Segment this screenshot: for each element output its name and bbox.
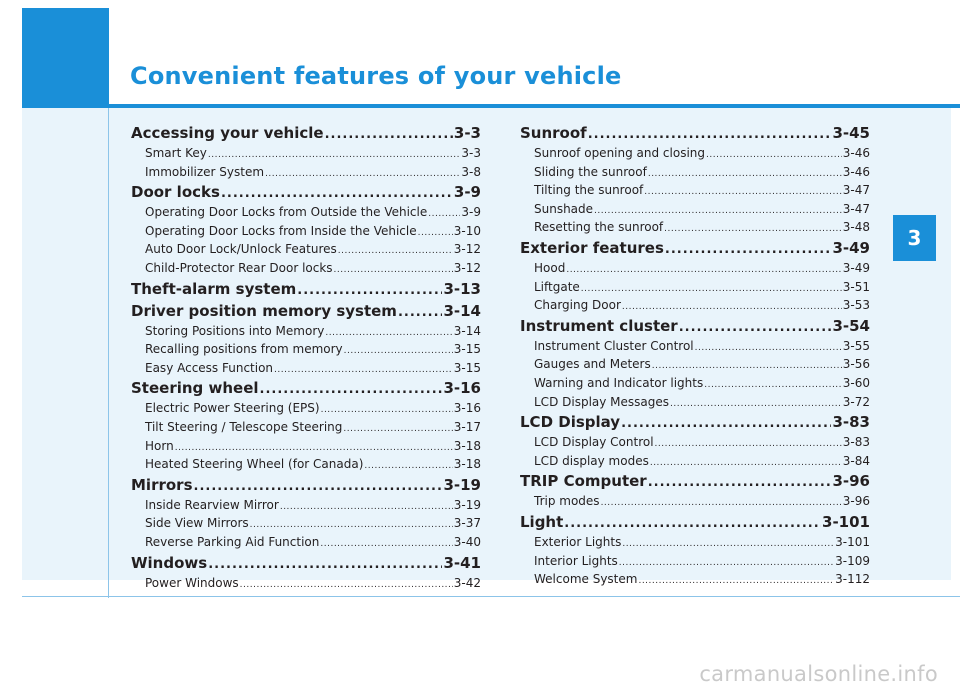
toc-subsection-label: Recalling positions from memory [145,342,343,357]
toc-section-entry[interactable] [520,123,870,145]
toc-leader-dots [260,378,443,400]
toc-section-label: Driver position memory system [131,301,397,320]
toc-subsection-label: Operating Door Locks from Inside the Vehicle [145,223,417,238]
toc-page-number: 3-10 [453,223,481,238]
toc-section-label: Theft-alarm system [131,279,297,298]
header-color-block [22,8,109,108]
toc-subsection-label: Electric Power Steering (EPS) [145,401,320,416]
toc-subsection-label: Sunshade [534,201,594,216]
toc-page-number: 3-60 [842,375,870,390]
toc-leader-dots [695,338,842,357]
toc-leader-dots [622,297,842,316]
toc-leader-dots [320,534,452,553]
toc-leader-dots [194,475,443,497]
toc-page-number: 3-40 [453,534,481,549]
toc-leader-dots [398,301,443,323]
toc-subsection-entry[interactable] [520,493,870,512]
toc-page-number: 3-45 [832,124,870,142]
toc-subsection-entry[interactable] [520,182,870,201]
toc-leader-dots [175,438,453,457]
toc-leader-dots [706,145,842,164]
toc-subsection-entry[interactable] [131,575,481,594]
toc-page-number: 3-19 [443,475,481,494]
toc-subsection-label: LCD Display Messages [534,394,670,409]
toc-subsection-label: Charging Door [534,298,621,313]
toc-page-number: 3-9 [453,183,481,202]
toc-subsection-entry[interactable] [131,534,481,553]
toc-section-entry[interactable] [131,475,481,497]
toc-leader-dots [652,356,842,375]
toc-page-number: 3-72 [842,394,870,409]
toc-subsection-entry[interactable] [520,553,870,572]
toc-page-number: 3-41 [443,553,481,572]
toc-section-entry[interactable] [520,512,870,534]
toc-section-entry[interactable] [131,279,481,301]
toc-subsection-entry[interactable] [520,260,870,279]
toc-subsection-label: Heated Steering Wheel (for Canada) [145,457,364,472]
toc-leader-dots [566,260,841,279]
toc-subsection-entry[interactable] [520,201,870,220]
toc-page-number: 3-109 [835,553,870,568]
toc-subsection-entry[interactable] [520,145,870,164]
toc-subsection-label: Gauges and Meters [534,357,651,372]
toc-section-label: Steering wheel [131,379,259,398]
toc-leader-dots [665,238,832,260]
toc-subsection-entry[interactable] [131,260,481,279]
toc-subsection-label: Operating Door Locks from Outside the Vehicle [145,205,428,220]
toc-subsection-entry[interactable] [520,279,870,298]
toc-subsection-entry[interactable] [520,375,870,394]
toc-page-number: 3-42 [453,575,481,590]
toc-section-label: Accessing your vehicle [131,124,324,142]
toc-leader-dots [655,434,842,453]
toc-page-number: 3-96 [842,494,870,509]
toc-page-number: 3-46 [842,164,870,179]
toc-leader-dots [344,341,453,360]
toc-subsection-entry[interactable] [520,394,870,413]
toc-subsection-label: Interior Lights [534,553,618,568]
toc-section-label: TRIP Computer [520,472,647,491]
toc-leader-dots [704,375,842,394]
toc-leader-dots [364,456,452,475]
toc-section-entry[interactable] [520,238,870,260]
toc-subsection-label: Reverse Parking Aid Function [145,534,320,549]
toc-leader-dots [334,260,453,279]
toc-page-number: 3-51 [842,279,870,294]
toc-subsection-entry[interactable] [131,204,481,223]
toc-leader-dots [321,400,453,419]
margin-rule [108,108,109,598]
toc-leader-dots [325,123,453,145]
toc-section-label: Door locks [131,183,220,202]
toc-leader-dots [265,164,460,183]
toc-page-number: 3-16 [443,379,481,398]
toc-section-entry[interactable] [131,553,481,575]
toc-subsection-label: Exterior Lights [534,534,622,549]
toc-page-number: 3-47 [842,183,870,198]
watermark: carmanualsonline.info [699,662,938,686]
toc-subsection-entry[interactable] [520,356,870,375]
toc-page-number: 3-101 [822,512,870,531]
toc-subsection-label: Liftgate [534,279,580,294]
chapter-tab[interactable]: 3 [893,215,936,261]
footer-rule [22,596,960,597]
toc-page-number: 3-49 [832,238,870,257]
toc-subsection-entry[interactable] [131,400,481,419]
toc-subsection-label: Smart Key [145,146,207,160]
toc-subsection-entry[interactable] [131,241,481,260]
toc-page-number: 3-3 [453,124,481,142]
toc-leader-dots [250,515,453,534]
toc-subsection-entry[interactable] [131,164,481,183]
toc-leader-dots [240,575,453,594]
toc-leader-dots [221,182,453,204]
toc-leader-dots [208,553,442,575]
toc-leader-dots [648,471,832,493]
toc-leader-dots [581,279,842,298]
toc-column-left [131,123,481,593]
toc-subsection-entry[interactable] [520,297,870,316]
toc-page-number: 3-48 [842,220,870,235]
toc-leader-dots [622,534,834,553]
toc-page-number: 3-37 [453,516,481,531]
toc-page-number: 3-3 [461,146,481,160]
toc-subsection-entry[interactable] [131,438,481,457]
toc-subsection-label: Inside Rearview Mirror [145,497,279,512]
toc-page-number: 3-83 [842,435,870,450]
toc-page-number: 3-18 [453,457,481,472]
toc-subsection-entry[interactable] [131,419,481,438]
toc-leader-dots [644,182,842,201]
toc-page-number: 3-12 [453,260,481,275]
toc-leader-dots [650,453,842,472]
toc-page-number: 3-15 [453,360,481,375]
toc-leader-dots [297,279,442,301]
toc-subsection-entry[interactable] [520,164,870,183]
toc-subsection-entry[interactable] [131,341,481,360]
toc-subsection-entry[interactable] [520,434,870,453]
toc-section-entry[interactable] [131,378,481,400]
toc-page-number: 3-54 [832,316,870,335]
toc-section-label: Exterior features [520,238,664,257]
toc-page-number: 3-55 [842,338,870,353]
toc-page-number: 3-15 [453,342,481,357]
toc-section-entry[interactable] [131,182,481,204]
toc-leader-dots [343,419,452,438]
toc-subsection-label: Power Windows [145,575,239,590]
toc-subsection-label: Warning and Indicator lights [534,375,704,390]
toc-subsection-label: Sliding the sunroof [534,164,647,179]
toc-page-number: 3-101 [835,534,870,549]
toc-subsection-entry[interactable] [131,145,481,164]
toc-subsection-entry[interactable] [520,219,870,238]
toc-page-number: 3-96 [832,472,870,491]
toc-section-label: Light [520,512,564,531]
toc-page-number: 3-53 [842,298,870,313]
toc-subsection-label: Auto Door Lock/Unlock Features [145,242,337,257]
toc-leader-dots [280,497,453,516]
toc-section-label: Mirrors [131,475,193,494]
toc-leader-dots [679,316,832,338]
toc-page-number: 3-14 [443,301,481,320]
toc-page-number: 3-16 [453,401,481,416]
toc-page-number: 3-9 [461,205,481,220]
toc-subsection-label: Child-Protector Rear Door locks [145,260,333,275]
toc-subsection-label: Welcome System [534,572,638,587]
toc-leader-dots [621,412,831,434]
toc-page-number: 3-19 [453,497,481,512]
toc-page-number: 3-84 [842,453,870,468]
toc-leader-dots [564,512,821,534]
toc-subsection-label: Trip modes [534,494,600,509]
toc-subsection-label: Tilting the sunroof [534,183,644,198]
toc-subsection-entry[interactable] [131,323,481,342]
toc-subsection-label: Tilt Steering / Telescope Steering [145,419,343,434]
toc-page-number: 3-112 [835,572,870,587]
toc-subsection-label: LCD Display Control [534,435,654,450]
toc-leader-dots [601,493,842,512]
toc-section-entry[interactable] [520,412,870,434]
toc-subsection-label: Storing Positions into Memory [145,323,325,338]
toc-leader-dots [274,360,453,379]
toc-column-right [520,123,870,590]
toc-leader-dots [325,323,452,342]
toc-subsection-entry[interactable] [520,338,870,357]
toc-page-number: 3-83 [832,413,870,432]
toc-page-number: 3-17 [453,419,481,434]
toc-subsection-label: Sunroof opening and closing [534,146,706,160]
toc-leader-dots [664,219,842,238]
toc-subsection-label: Side View Mirrors [145,516,249,531]
toc-subsection-label: LCD display modes [534,453,649,468]
toc-subsection-label: Horn [145,438,174,453]
toc-leader-dots [418,223,453,242]
toc-section-entry[interactable] [520,471,870,493]
toc-section-label: Sunroof [520,124,587,142]
toc-leader-dots [428,204,460,223]
toc-page-number: 3-56 [842,357,870,372]
toc-leader-dots [638,571,834,590]
toc-subsection-entry[interactable] [131,456,481,475]
toc-page-number: 3-13 [443,279,481,298]
toc-leader-dots [588,123,832,145]
toc-section-entry[interactable] [131,301,481,323]
page-title: Convenient features of your vehicle [130,62,622,90]
toc-subsection-label: Easy Access Function [145,360,274,375]
toc-leader-dots [208,145,461,164]
toc-subsection-label: Instrument Cluster Control [534,338,694,353]
toc-subsection-entry[interactable] [520,571,870,590]
toc-subsection-entry[interactable] [131,515,481,534]
toc-page-number: 3-46 [842,146,870,160]
toc-subsection-entry[interactable] [520,534,870,553]
toc-section-label: LCD Display [520,413,621,432]
toc-page-number: 3-18 [453,438,481,453]
toc-subsection-label: Hood [534,260,566,275]
toc-subsection-label: Resetting the sunroof [534,220,664,235]
toc-section-entry[interactable] [520,316,870,338]
toc-page-number: 3-8 [461,164,481,179]
toc-leader-dots [670,394,842,413]
toc-page-number: 3-12 [453,242,481,257]
toc-subsection-entry[interactable] [131,223,481,242]
toc-leader-dots [648,164,842,183]
toc-page-number: 3-14 [453,323,481,338]
toc-leader-dots [338,241,453,260]
toc-section-label: Windows [131,553,208,572]
toc-section-label: Instrument cluster [520,316,678,335]
toc-subsection-entry[interactable] [131,497,481,516]
toc-subsection-entry[interactable] [131,360,481,379]
toc-leader-dots [594,201,842,220]
toc-section-entry[interactable] [131,123,481,145]
toc-leader-dots [619,553,834,572]
toc-page-number: 3-49 [842,260,870,275]
toc-page-number: 3-47 [842,201,870,216]
toc-subsection-entry[interactable] [520,453,870,472]
toc-subsection-label: Immobilizer System [145,164,265,179]
